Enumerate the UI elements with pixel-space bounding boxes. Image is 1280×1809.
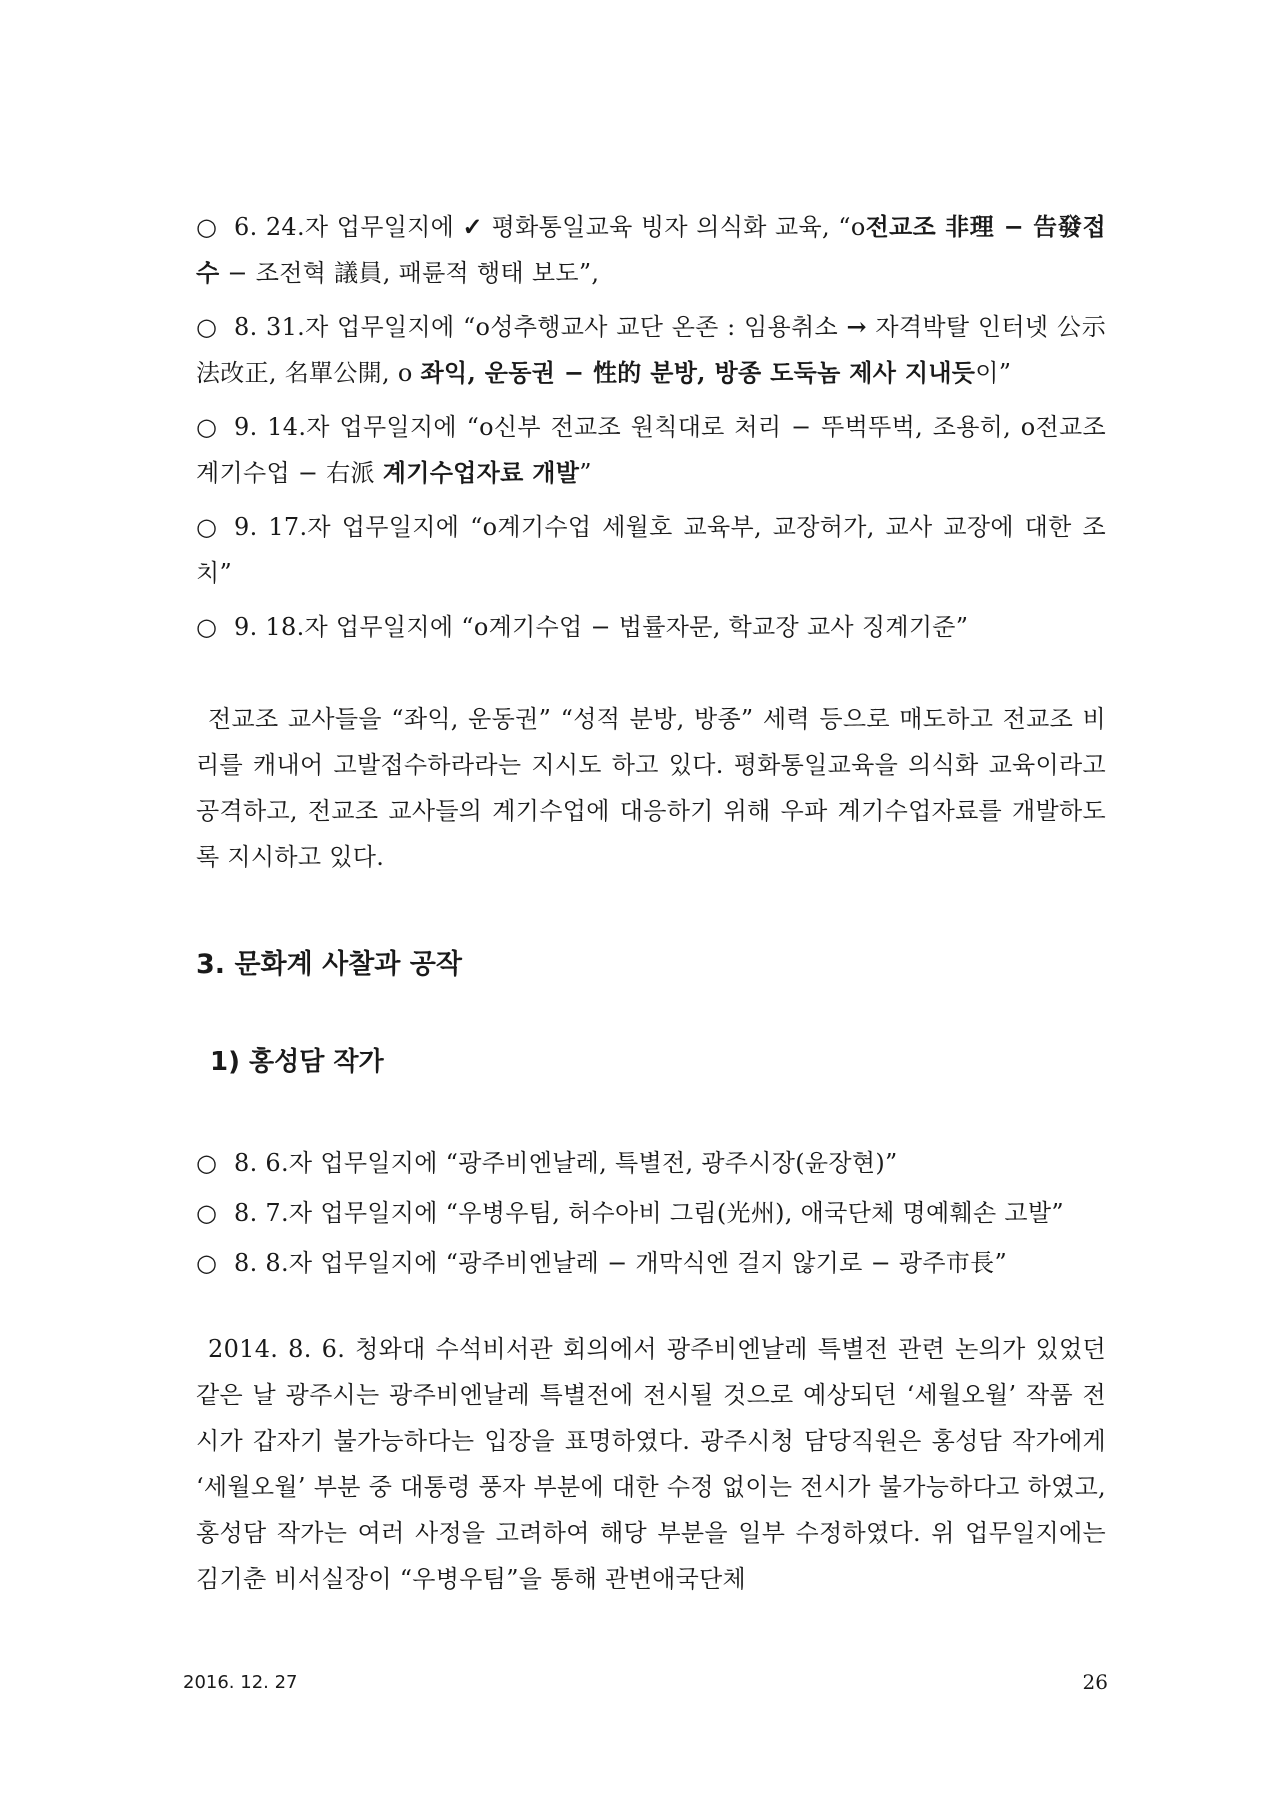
list-item: ○ 9. 18.자 업무일지에 “o계기수업 − 법률자문, 학교장 교사 징계기준” bbox=[196, 604, 1106, 650]
circle-bullet-icon: ○ bbox=[196, 1199, 218, 1227]
section-heading: 3. 문화계 사찰과 공작 bbox=[196, 949, 462, 980]
circle-bullet-icon: ○ bbox=[196, 1149, 218, 1177]
diary-list-2 bbox=[196, 1140, 1106, 1286]
circle-bullet-icon: ○ bbox=[196, 1249, 218, 1277]
list-item: ○ 9. 14.자 업무일지에 “o신부 전교조 원칙대로 처리 − 뚜벅뚜벅, 조용히, o전교조 계기수업 − 右派 계기수업자료 개발” bbox=[196, 404, 1106, 496]
page-number: 26 bbox=[1082, 1670, 1108, 1694]
paragraph-1: 전교조 교사들을 “좌익, 운동권” “성적 분방, 방종” 세력 등으로 매도하고 전교조 비리를 캐내어 고발접수하라라는 지시도 하고 있다. 평화통일교육을 의식화 교육이라고 공격하고, 전교조 교사들의 계기수업에 대응하기 위해 우파 계기수업자료를 개발하도록 지시하고 있다. bbox=[196, 705, 1106, 871]
list-item: ○ 6. 24.자 업무일지에 ✓ 평화통일교육 빙자 의식화 교육, “o전교조 非理 − 告發접수 − 조전혁 議員, 패륜적 행태 보도”, bbox=[196, 204, 1106, 296]
circle-bullet-icon: ○ bbox=[196, 413, 218, 441]
list-item: ○ 8. 6.자 업무일지에 “광주비엔날레, 특별전, 광주시장(윤장현)” bbox=[196, 1140, 1106, 1186]
list-item: ○ 8. 8.자 업무일지에 “광주비엔날레 − 개막식엔 걸지 않기로 − 광주市長” bbox=[196, 1240, 1106, 1286]
paragraph-2: 2014. 8. 6. 청와대 수석비서관 회의에서 광주비엔날레 특별전 관련 논의가 있었던 같은 날 광주시는 광주비엔날레 특별전에 전시될 것으로 예상되던 ‘세월오월’ 작품 전시가 갑자기 불가능하다는 입장을 표명하였다. 광주시청 담당직원은 홍성담 작가에게 ‘세월오월’ 부분 중 대통령 풍자 부분에 대한 수정 없이는 전시가 불가능하다고 하였고, 홍성담 작가는 여러 사정을 고려하여 해당 부분을 일부 수정하였다. 위 업무일지에는 김기춘 비서실장이 “우병우팀”을 통해 관변애국단체 bbox=[196, 1335, 1106, 1593]
sub-heading: 1) 홍성담 작가 bbox=[210, 1047, 384, 1077]
circle-bullet-icon: ○ bbox=[196, 613, 218, 641]
list-item: ○ 9. 17.자 업무일지에 “o계기수업 세월호 교육부, 교장허가, 교사 교장에 대한 조치” bbox=[196, 504, 1106, 596]
circle-bullet-icon: ○ bbox=[196, 213, 218, 241]
circle-bullet-icon: ○ bbox=[196, 513, 218, 541]
footer-date: 2016. 12. 27 bbox=[183, 1672, 298, 1693]
circle-bullet-icon: ○ bbox=[196, 313, 218, 341]
page-content bbox=[196, 204, 1106, 1602]
list-item: ○ 8. 31.자 업무일지에 “o성추행교사 교단 온존 : 임용취소 → 자격박탈 인터넷 公示 法改正, 名單公開, o 좌익, 운동권 − 性的 분방, 방종 도둑놈 제사 지내듯이” bbox=[196, 304, 1106, 396]
list-item: ○ 8. 7.자 업무일지에 “우병우팀, 허수아비 그림(光州), 애국단체 명예훼손 고발” bbox=[196, 1190, 1106, 1236]
diary-list-1 bbox=[196, 204, 1106, 650]
